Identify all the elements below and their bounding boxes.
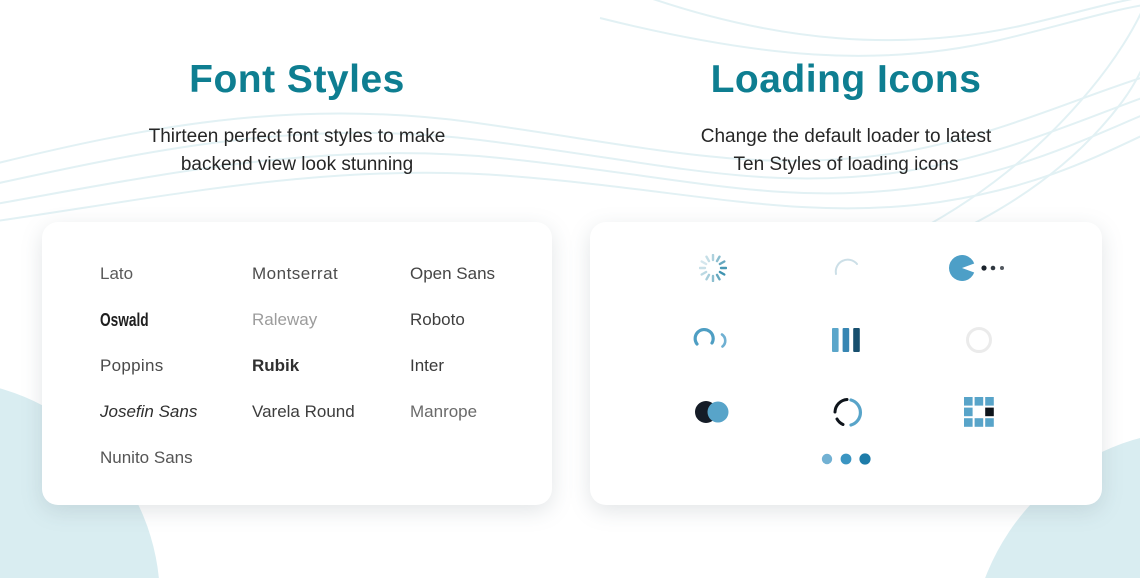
loader-cell [779,376,912,448]
three-dots-icon [820,452,872,466]
loader-cell [646,304,779,376]
bracket-arcs-spinner-icon [828,396,864,428]
three-bars-icon [832,327,860,353]
font-styles-card [42,222,552,505]
font-section-title: Font Styles [189,58,405,101]
font-name-open-sans: Open Sans [410,264,496,283]
dual-crescent-spinner-icon [691,326,735,354]
loader-cell [779,304,912,376]
font-name-oswald: Oswald [100,310,149,330]
dual-circles-icon [693,398,733,426]
pacman-with-dots-icon [948,254,1010,282]
font-name-nunito-sans: Nunito Sans [100,448,193,467]
loader-cell [913,304,1046,376]
loader-grid [590,222,1102,448]
loader-cell [779,232,912,304]
gray-ring-icon [964,325,994,355]
font-name-josefin-sans: Josefin Sans [100,402,198,421]
font-name-raleway: Raleway [252,310,318,329]
font-name-manrope: Manrope [410,402,478,421]
loader-cell [913,232,1046,304]
loading-icons-card [590,222,1102,505]
thin-arc-spinner-icon [830,253,862,283]
font-name-lato: Lato [100,264,134,283]
font-name-poppins: Poppins [100,356,164,375]
font-list [42,222,552,468]
loader-cell [646,376,779,448]
tick-spinner-icon [699,254,727,282]
loader-section-subtitle: Change the default loader to latest Ten Styles of loading icons [700,126,992,175]
square-grid-loader-icon [964,397,994,427]
font-name-roboto: Roboto [410,310,465,329]
loader-cell [646,232,779,304]
loader-cell [913,376,1046,448]
three-dots-row [590,452,1102,466]
font-name-rubik: Rubik [252,356,300,375]
font-section-header [42,60,552,179]
loader-section-title: Loading Icons [710,58,982,101]
font-section-subtitle: Thirteen perfect font styles to make backend view look stunning [148,126,446,175]
font-name-montserrat: Montserrat [252,264,339,283]
font-name-varela-round: Varela Round [252,402,355,421]
font-name-inter: Inter [410,356,445,375]
loader-section-header [590,60,1102,179]
